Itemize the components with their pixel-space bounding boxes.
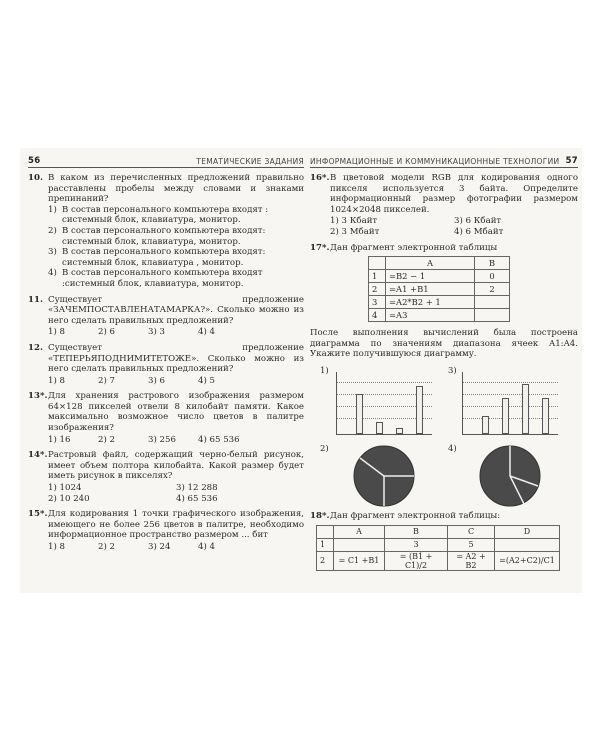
- bar-chart-1: [336, 372, 432, 434]
- table-cell: 1: [317, 538, 334, 551]
- table-cell: [369, 257, 386, 270]
- task-number: 15*.: [28, 509, 48, 520]
- table-cell: B: [385, 525, 448, 538]
- pie-chart-4: [478, 444, 542, 508]
- table-cell: 1: [369, 270, 386, 283]
- task-number: 11.: [28, 294, 43, 305]
- table-cell: =B2 − 1: [386, 270, 475, 283]
- bar: [396, 428, 403, 434]
- table-cell: 0: [475, 270, 510, 283]
- task-text: Дан фрагмент электронной таблицы: [330, 242, 498, 253]
- table-cell: [475, 309, 510, 322]
- answer: 2) 2: [98, 542, 116, 552]
- answer: 4) 4: [198, 327, 216, 338]
- chart-option-label: 4): [448, 443, 457, 454]
- table-row: [369, 296, 510, 309]
- answer: 1) 3 Кбайт: [330, 216, 378, 227]
- answer-row: [48, 327, 304, 338]
- answer: 1) 8: [48, 542, 66, 552]
- task-15: [28, 509, 304, 552]
- answer-row: [48, 542, 304, 553]
- answer-row: [48, 376, 304, 387]
- task-text: В каком из перечисленных предложений правильно расставлены пробелы между словами и знаками препинаний?: [48, 173, 304, 205]
- table-cell: A: [334, 525, 385, 538]
- table-cell: 3: [385, 538, 448, 551]
- table-cell: D: [495, 525, 560, 538]
- bar: [376, 422, 383, 434]
- task-text: Растровый файл, содержащий черно-белый рисунок, имеет объем полтора килобайта. Какой размер будет иметь рисунок в пикселях?: [48, 450, 304, 482]
- option-text: В состав персонального компьютера входят : системный блок, клавиатура, монитор.: [62, 204, 269, 226]
- answer: 3) 256: [148, 434, 176, 445]
- page-number: 56: [28, 156, 41, 166]
- answer: 1) 1024: [48, 483, 82, 494]
- bar: [356, 394, 363, 434]
- task-18: [310, 511, 578, 522]
- option-number: 3): [48, 247, 57, 258]
- task-number: 13*.: [28, 391, 48, 402]
- right-page: [310, 148, 578, 593]
- task-number: 12.: [28, 342, 43, 353]
- answer-charts: [310, 364, 578, 509]
- answer: 3) 3: [148, 327, 166, 338]
- left-page: [28, 148, 304, 593]
- task-13: [28, 391, 304, 445]
- task-text: Существует предложение «ЗАЧЕМПОСТАВЛЕНАТАМАРКА?». Сколько можно из него сделать правильных предложений?: [48, 294, 304, 326]
- table-row: [317, 551, 560, 570]
- table-cell: C: [448, 525, 495, 538]
- answer: 1) 8: [48, 375, 66, 386]
- answer: 3) 6: [148, 375, 166, 386]
- table-row: [369, 309, 510, 322]
- table-cell: =A2*B2 + 1: [386, 296, 475, 309]
- table-cell: =A1 +B1: [386, 283, 475, 296]
- option-text: В состав персонального компьютера входят :системный блок, клавиатура, монитор.: [62, 268, 263, 289]
- answer: 4) 6 Мбайт: [454, 226, 504, 237]
- option: [48, 226, 304, 247]
- bar-chart-3: [462, 372, 558, 434]
- answer: 4) 65 536: [176, 493, 218, 504]
- book-spread: [20, 148, 582, 593]
- task-text: После выполнения вычислений была построена диаграмма по значениям диапазона ячеек A1:A4. Укажите получившуюся диаграмму.: [310, 328, 578, 360]
- task-number: 17*.: [310, 242, 330, 253]
- option: [48, 268, 304, 289]
- table-row: [369, 283, 510, 296]
- right-page-header: [310, 154, 578, 168]
- answer: 4) 65 536: [198, 434, 240, 445]
- chart-option-label: 1): [320, 365, 329, 376]
- table-cell: [317, 525, 334, 538]
- option-text: В состав персонального компьютера входят: системный блок, клавиатура , монитор.: [62, 247, 266, 268]
- answer: 3) 24: [148, 542, 171, 552]
- bar: [416, 386, 423, 434]
- table-row: [369, 270, 510, 283]
- table-cell: = C1 +B1: [334, 551, 385, 570]
- answer: 4) 4: [198, 542, 216, 552]
- table-header-row: [317, 525, 560, 538]
- table-cell: [475, 296, 510, 309]
- bar: [522, 384, 529, 434]
- running-head: ТЕМАТИЧЕСКИЕ ЗАДАНИЯ: [196, 157, 304, 166]
- table-cell: 5: [448, 538, 495, 551]
- spreadsheet-fragment: [316, 525, 560, 571]
- answer-grid: [48, 483, 304, 504]
- table-cell: B: [475, 257, 510, 270]
- option: [48, 247, 304, 268]
- answer: 2) 7: [98, 375, 116, 386]
- table-cell: 2: [317, 551, 334, 570]
- table-row: [317, 538, 560, 551]
- table-header-row: [369, 257, 510, 270]
- table-cell: 2: [475, 283, 510, 296]
- task-17: [310, 243, 578, 323]
- table-cell: [334, 538, 385, 551]
- table-cell: A: [386, 257, 475, 270]
- answer-grid: [330, 216, 578, 237]
- task-number: 18*.: [310, 510, 330, 521]
- task-text: В цветовой модели RGB для кодирования одного пикселя используется 3 байта. Определите информационный размер фотографии размером 1024×2048 пикселей.: [330, 173, 578, 215]
- answer-row: [48, 435, 304, 446]
- table-cell: =A3: [386, 309, 475, 322]
- task-17-followup: [310, 328, 578, 360]
- task-12: [28, 343, 304, 386]
- answer: 2) 3 Мбайт: [330, 226, 380, 237]
- task-11: [28, 295, 304, 338]
- answer: 4) 5: [198, 375, 216, 386]
- running-head: ИНФОРМАЦИОННЫЕ И КОММУНИКАЦИОННЫЕ ТЕХНОЛОГИИ: [310, 157, 560, 166]
- answer: 3) 12 288: [176, 483, 218, 494]
- answer: 2) 2: [98, 434, 116, 445]
- task-text: Дан фрагмент электронной таблицы:: [330, 510, 501, 521]
- task-10: [28, 173, 304, 290]
- answer: 1) 8: [48, 327, 66, 338]
- table-cell: =(A2+C2)/C1: [495, 551, 560, 570]
- bar: [542, 398, 549, 434]
- left-page-header: [28, 154, 304, 168]
- bar: [502, 398, 509, 434]
- task-number: 14*.: [28, 450, 48, 461]
- option-number: 4): [48, 268, 57, 279]
- task-14: [28, 450, 304, 504]
- spreadsheet-fragment: [368, 256, 510, 322]
- table-cell: 2: [369, 283, 386, 296]
- task-text: Существует предложение «ТЕПЕРЬЯПОДНИМИТЕТОЖЕ». Сколько можно из него сделать правильных предложений?: [48, 342, 304, 375]
- pie-chart-2: [352, 444, 416, 508]
- option: [48, 205, 304, 226]
- answer: 2) 6: [98, 327, 116, 338]
- task-number: 10.: [28, 173, 43, 183]
- task-number: 16*.: [310, 173, 330, 183]
- table-cell: 4: [369, 309, 386, 322]
- answer: 2) 10 240: [48, 493, 90, 504]
- option-text: В состав персонального компьютера входят: системный блок, клавиатура, монитор.: [62, 225, 266, 247]
- option-number: 2): [48, 225, 57, 236]
- task-text: Для кодирования 1 точки графического изображения, имеющего не более 256 цветов в палитре, необходимо информационное пространство размером ... бит: [48, 509, 304, 541]
- table-cell: = (B1 + C1)/2: [385, 551, 448, 570]
- answer: 3) 6 Кбайт: [454, 216, 502, 227]
- option-number: 1): [48, 204, 57, 215]
- page-number: 57: [565, 156, 578, 166]
- chart-option-label: 2): [320, 443, 329, 454]
- answer: 1) 16: [48, 434, 71, 445]
- table-cell: [495, 538, 560, 551]
- task-16: [310, 173, 578, 238]
- bar: [482, 416, 489, 434]
- table-cell: 3: [369, 296, 386, 309]
- table-cell: = A2 + B2: [448, 551, 495, 570]
- chart-option-label: 3): [448, 365, 457, 376]
- task-text: Для хранения растрового изображения размером 64×128 пикселей отвели 8 килобайт памяти. Какое максимально возможное число цветов в палитре изображения?: [48, 391, 304, 434]
